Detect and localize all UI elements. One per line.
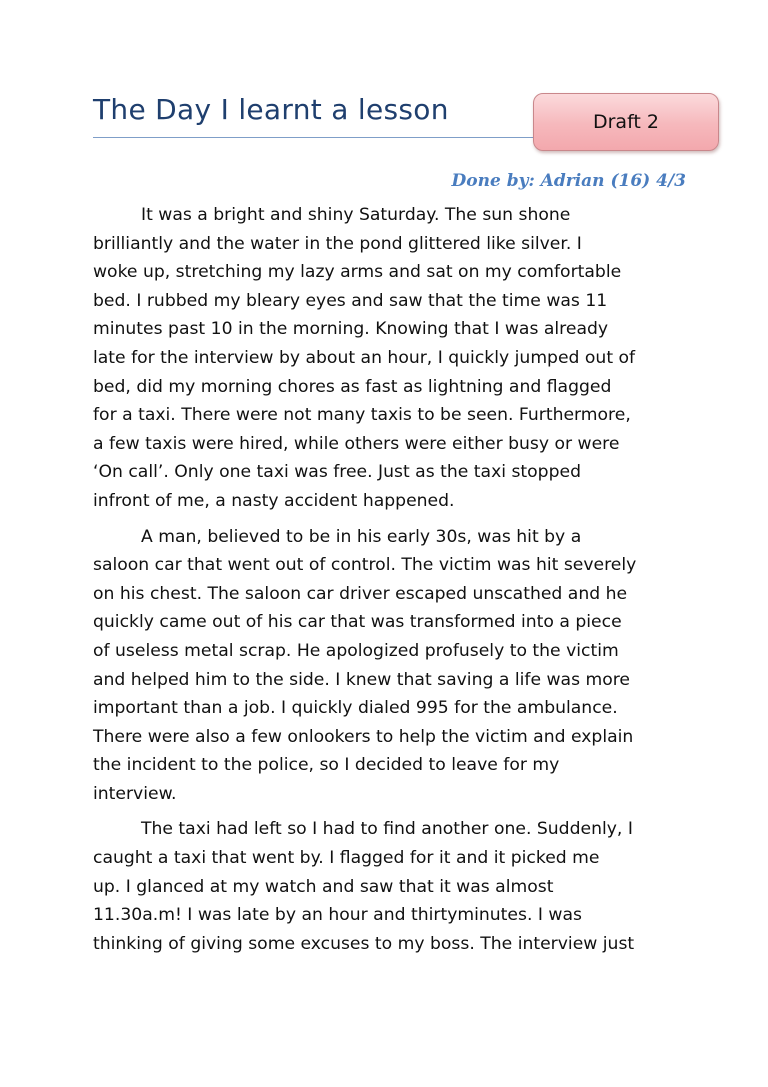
text-line: a few taxis were hired, while others were either busy or were xyxy=(93,433,620,454)
text-line: 11.30a.m! I was late by an hour and thirtyminutes. I was xyxy=(93,905,582,926)
text-line: interview. xyxy=(93,783,177,804)
paragraph-2 xyxy=(93,523,683,809)
text-line: for a taxi. There were not many taxis to be seen. Furthermore, xyxy=(93,405,631,426)
text-line: ‘On call’. Only one taxi was free. Just as the taxi stopped xyxy=(93,462,581,483)
text-line: The taxi had left so I had to find another one. Suddenly, I xyxy=(141,819,633,840)
text-line: brilliantly and the water in the pond glittered like silver. I xyxy=(93,233,582,254)
text-line: saloon car that went out of control. The victim was hit severely xyxy=(93,555,637,576)
text-line: bed, did my morning chores as fast as lightning and flagged xyxy=(93,376,612,397)
title-underline xyxy=(93,137,538,138)
text-line: the incident to the police, so I decided to leave for my xyxy=(93,755,560,776)
text-line: bed. I rubbed my bleary eyes and saw that the time was 11 xyxy=(93,290,608,311)
text-line: on his chest. The saloon car driver escaped unscathed and he xyxy=(93,583,628,604)
text-line: It was a bright and shiny Saturday. The sun shone xyxy=(141,205,571,225)
text-line: late for the interview by about an hour, I quickly jumped out of xyxy=(93,347,636,368)
text-line: A man, believed to be in his early 30s, was hit by a xyxy=(141,526,582,547)
author-byline: Done by: Adrian (16) 4/3 xyxy=(451,171,686,191)
paragraph-3 xyxy=(93,815,683,958)
text-line: minutes past 10 in the morning. Knowing that I was already xyxy=(93,319,609,340)
document-title: The Day I learnt a lesson xyxy=(93,93,449,126)
document-body xyxy=(93,201,683,965)
text-line: and helped him to the side. I knew that saving a life was more xyxy=(93,669,631,690)
text-line: up. I glanced at my watch and saw that it was almost xyxy=(93,876,554,897)
text-line: of useless metal scrap. He apologized profusely to the victim xyxy=(93,640,619,661)
text-line: thinking of giving some excuses to my boss. The interview just xyxy=(93,933,635,954)
draft-badge: Draft 2 xyxy=(533,93,719,151)
text-line: quickly came out of his car that was transformed into a piece xyxy=(93,612,622,633)
text-line: important than a job. I quickly dialed 995 for the ambulance. xyxy=(93,698,618,719)
text-line: infront of me, a nasty accident happened. xyxy=(93,490,455,511)
text-line: There were also a few onlookers to help the victim and explain xyxy=(93,726,634,747)
text-line: woke up, stretching my lazy arms and sat on my comfortable xyxy=(93,262,622,283)
text-line: caught a taxi that went by. I flagged for it and it picked me xyxy=(93,848,600,869)
paragraph-1 xyxy=(93,201,683,516)
